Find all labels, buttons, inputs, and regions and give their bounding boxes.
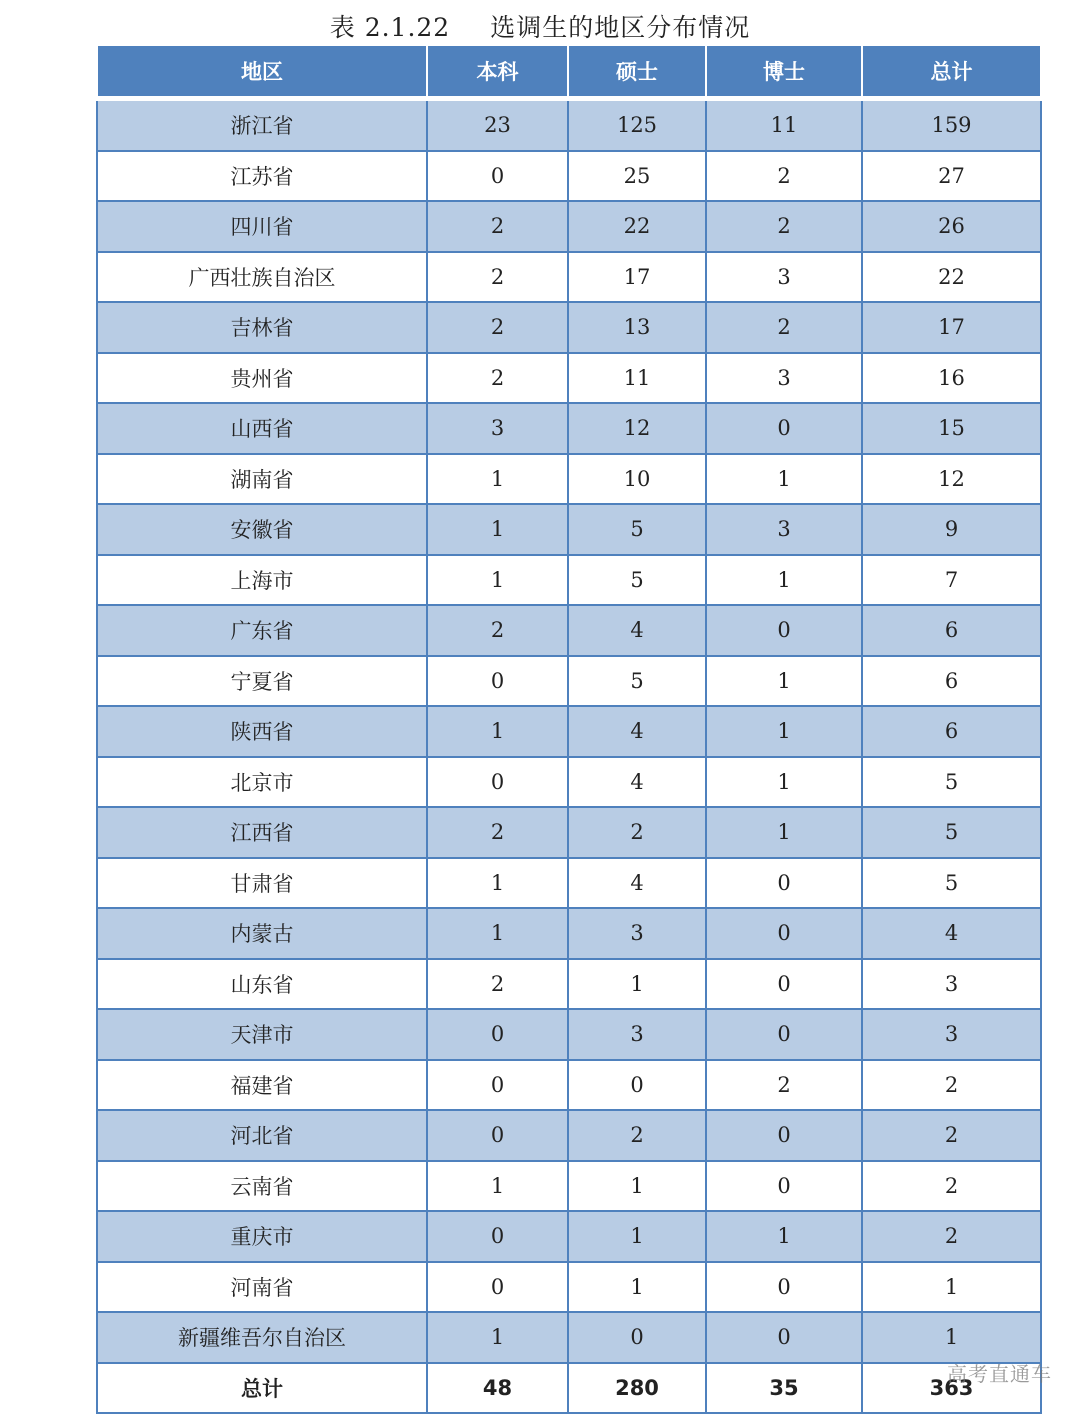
cell-master: 4 — [568, 757, 706, 808]
cell-master: 17 — [568, 252, 706, 303]
table-row — [97, 99, 1041, 151]
table-row — [97, 1060, 1041, 1111]
cell-bachelor: 0 — [427, 656, 568, 707]
cell-bachelor: 23 — [427, 99, 568, 151]
cell-master: 12 — [568, 403, 706, 454]
cell-total: 15 — [862, 403, 1041, 454]
cell-region: 宁夏省 — [97, 656, 427, 707]
cell-bachelor: 2 — [427, 353, 568, 404]
table-row — [97, 1312, 1041, 1363]
table-row — [97, 403, 1041, 454]
cell-master: 5 — [568, 504, 706, 555]
total-master: 280 — [568, 1363, 706, 1414]
cell-master: 11 — [568, 353, 706, 404]
table-title: 选调生的地区分布情况 — [490, 13, 751, 42]
cell-region: 云南省 — [97, 1161, 427, 1212]
cell-bachelor: 0 — [427, 1110, 568, 1161]
cell-total: 2 — [862, 1161, 1041, 1212]
cell-doctor: 1 — [706, 807, 862, 858]
table-row — [97, 454, 1041, 505]
table-row — [97, 757, 1041, 808]
cell-master: 1 — [568, 1262, 706, 1313]
cell-bachelor: 1 — [427, 706, 568, 757]
table-row — [97, 807, 1041, 858]
cell-total: 5 — [862, 807, 1041, 858]
cell-total: 6 — [862, 605, 1041, 656]
cell-master: 1 — [568, 1211, 706, 1262]
table-row — [97, 504, 1041, 555]
cell-region: 内蒙古 — [97, 908, 427, 959]
cell-region: 浙江省 — [97, 99, 427, 151]
table-row — [97, 908, 1041, 959]
cell-doctor: 0 — [706, 908, 862, 959]
cell-doctor: 0 — [706, 1262, 862, 1313]
cell-total: 9 — [862, 504, 1041, 555]
cell-doctor: 2 — [706, 1060, 862, 1111]
total-row — [97, 1363, 1041, 1414]
cell-master: 5 — [568, 656, 706, 707]
cell-region: 河北省 — [97, 1110, 427, 1161]
cell-region: 江西省 — [97, 807, 427, 858]
cell-bachelor: 3 — [427, 403, 568, 454]
cell-bachelor: 2 — [427, 252, 568, 303]
cell-master: 4 — [568, 605, 706, 656]
cell-total: 7 — [862, 555, 1041, 606]
cell-region: 重庆市 — [97, 1211, 427, 1262]
table-row — [97, 1161, 1041, 1212]
cell-doctor: 2 — [706, 151, 862, 202]
cell-master: 2 — [568, 1110, 706, 1161]
table-row — [97, 302, 1041, 353]
cell-region: 江苏省 — [97, 151, 427, 202]
cell-region: 天津市 — [97, 1009, 427, 1060]
cell-bachelor: 1 — [427, 858, 568, 909]
table-row — [97, 1009, 1041, 1060]
cell-bachelor: 1 — [427, 1161, 568, 1212]
region-distribution-table — [96, 44, 1042, 1414]
cell-master: 1 — [568, 959, 706, 1010]
cell-bachelor: 0 — [427, 1211, 568, 1262]
table-row — [97, 656, 1041, 707]
cell-doctor: 3 — [706, 504, 862, 555]
cell-region: 北京市 — [97, 757, 427, 808]
cell-doctor: 0 — [706, 605, 862, 656]
cell-region: 河南省 — [97, 1262, 427, 1313]
cell-doctor: 0 — [706, 959, 862, 1010]
header-master: 硕士 — [568, 45, 706, 99]
cell-doctor: 3 — [706, 353, 862, 404]
cell-master: 2 — [568, 807, 706, 858]
cell-doctor: 1 — [706, 454, 862, 505]
cell-bachelor: 0 — [427, 151, 568, 202]
table-caption — [0, 8, 1080, 44]
cell-doctor: 1 — [706, 1211, 862, 1262]
cell-master: 10 — [568, 454, 706, 505]
cell-doctor: 2 — [706, 302, 862, 353]
cell-doctor: 1 — [706, 706, 862, 757]
table-row — [97, 605, 1041, 656]
cell-bachelor: 2 — [427, 302, 568, 353]
total-label: 总计 — [97, 1363, 427, 1414]
total-bachelor: 48 — [427, 1363, 568, 1414]
cell-region: 福建省 — [97, 1060, 427, 1111]
cell-doctor: 3 — [706, 252, 862, 303]
cell-doctor: 0 — [706, 403, 862, 454]
header-row — [97, 45, 1041, 99]
cell-total: 5 — [862, 757, 1041, 808]
cell-total: 4 — [862, 908, 1041, 959]
cell-total: 16 — [862, 353, 1041, 404]
header-doctor: 博士 — [706, 45, 862, 99]
cell-doctor: 0 — [706, 1161, 862, 1212]
cell-total: 26 — [862, 201, 1041, 252]
cell-total: 6 — [862, 656, 1041, 707]
cell-bachelor: 2 — [427, 959, 568, 1010]
cell-region: 贵州省 — [97, 353, 427, 404]
table-row — [97, 706, 1041, 757]
cell-doctor: 0 — [706, 1110, 862, 1161]
header-total: 总计 — [862, 45, 1041, 99]
cell-bachelor: 1 — [427, 908, 568, 959]
cell-bachelor: 0 — [427, 1009, 568, 1060]
header-bachelor: 本科 — [427, 45, 568, 99]
cell-bachelor: 2 — [427, 605, 568, 656]
table-number: 表 2.1.22 — [329, 13, 451, 42]
cell-doctor: 1 — [706, 555, 862, 606]
cell-bachelor: 2 — [427, 807, 568, 858]
cell-master: 0 — [568, 1060, 706, 1111]
cell-master: 25 — [568, 151, 706, 202]
cell-master: 3 — [568, 908, 706, 959]
table-body — [97, 99, 1041, 1363]
cell-master: 5 — [568, 555, 706, 606]
cell-bachelor: 0 — [427, 1262, 568, 1313]
cell-total: 12 — [862, 454, 1041, 505]
cell-total: 22 — [862, 252, 1041, 303]
cell-total: 2 — [862, 1110, 1041, 1161]
cell-master: 1 — [568, 1161, 706, 1212]
cell-doctor: 1 — [706, 656, 862, 707]
table-row — [97, 959, 1041, 1010]
cell-region: 广东省 — [97, 605, 427, 656]
cell-master: 13 — [568, 302, 706, 353]
cell-total: 27 — [862, 151, 1041, 202]
table-row — [97, 858, 1041, 909]
cell-bachelor: 0 — [427, 1060, 568, 1111]
table-row — [97, 1211, 1041, 1262]
cell-total: 1 — [862, 1312, 1041, 1363]
cell-master: 4 — [568, 858, 706, 909]
cell-bachelor: 1 — [427, 504, 568, 555]
cell-bachelor: 1 — [427, 1312, 568, 1363]
cell-total: 3 — [862, 1009, 1041, 1060]
cell-total: 6 — [862, 706, 1041, 757]
cell-region: 安徽省 — [97, 504, 427, 555]
cell-region: 湖南省 — [97, 454, 427, 505]
cell-region: 四川省 — [97, 201, 427, 252]
cell-doctor: 2 — [706, 201, 862, 252]
cell-total: 17 — [862, 302, 1041, 353]
cell-master: 22 — [568, 201, 706, 252]
cell-bachelor: 2 — [427, 201, 568, 252]
cell-region: 上海市 — [97, 555, 427, 606]
table-row — [97, 555, 1041, 606]
cell-doctor: 11 — [706, 99, 862, 151]
header-region: 地区 — [97, 45, 427, 99]
cell-total: 159 — [862, 99, 1041, 151]
table-row — [97, 201, 1041, 252]
cell-doctor: 0 — [706, 858, 862, 909]
cell-doctor: 1 — [706, 757, 862, 808]
table-row — [97, 151, 1041, 202]
cell-doctor: 0 — [706, 1312, 862, 1363]
cell-master: 125 — [568, 99, 706, 151]
cell-region: 吉林省 — [97, 302, 427, 353]
watermark: 高考直通车 — [947, 1362, 1052, 1386]
cell-bachelor: 1 — [427, 454, 568, 505]
cell-master: 3 — [568, 1009, 706, 1060]
cell-master: 0 — [568, 1312, 706, 1363]
cell-region: 山西省 — [97, 403, 427, 454]
cell-region: 新疆维吾尔自治区 — [97, 1312, 427, 1363]
table-row — [97, 1110, 1041, 1161]
cell-total: 2 — [862, 1211, 1041, 1262]
cell-region: 山东省 — [97, 959, 427, 1010]
table-row — [97, 1262, 1041, 1313]
cell-total: 1 — [862, 1262, 1041, 1313]
cell-total: 3 — [862, 959, 1041, 1010]
total-doctor: 35 — [706, 1363, 862, 1414]
cell-region: 甘肃省 — [97, 858, 427, 909]
table-row — [97, 252, 1041, 303]
cell-region: 广西壮族自治区 — [97, 252, 427, 303]
cell-bachelor: 1 — [427, 555, 568, 606]
cell-bachelor: 0 — [427, 757, 568, 808]
cell-doctor: 0 — [706, 1009, 862, 1060]
cell-total: 5 — [862, 858, 1041, 909]
total-sum: 363 — [862, 1363, 1041, 1414]
cell-region: 陕西省 — [97, 706, 427, 757]
table-row — [97, 353, 1041, 404]
cell-total: 2 — [862, 1060, 1041, 1111]
cell-master: 4 — [568, 706, 706, 757]
